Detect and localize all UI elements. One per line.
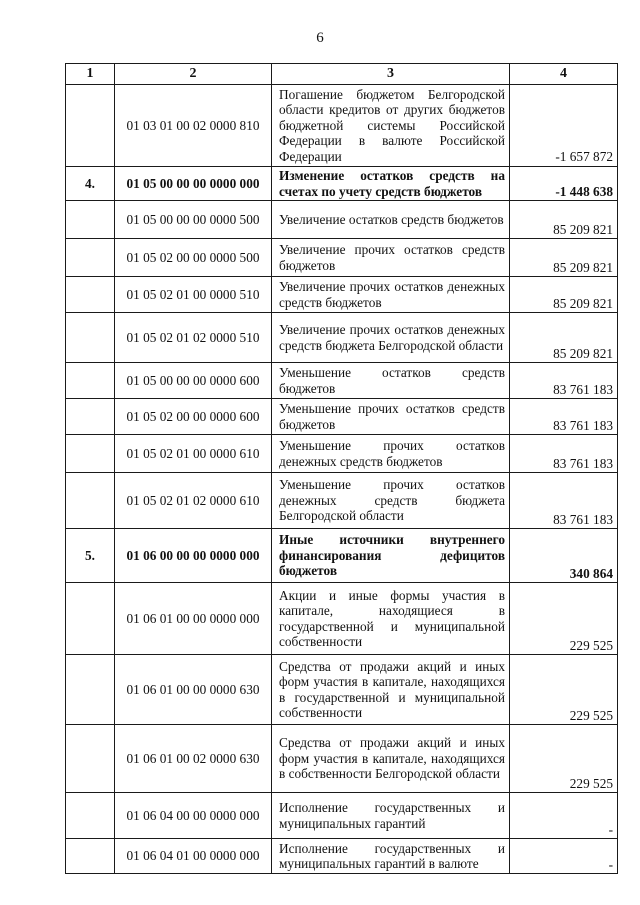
budget-code-cell: 01 03 01 00 02 0000 810 — [115, 85, 272, 167]
header-col-1: 1 — [66, 64, 115, 85]
table-row — [66, 239, 618, 277]
source-name-text: Иные источники внутреннего финансирования дефицитов бюджетов — [279, 532, 505, 579]
amount-cell: 83 761 183 — [510, 399, 618, 435]
table-header-row — [66, 64, 618, 85]
amount-cell: - — [510, 793, 618, 839]
amount-cell: 85 209 821 — [510, 239, 618, 277]
source-name-cell — [272, 167, 510, 201]
source-name-cell — [272, 313, 510, 363]
table-row — [66, 85, 618, 167]
budget-code-cell: 01 06 00 00 00 0000 000 — [115, 529, 272, 583]
source-name-cell — [272, 85, 510, 167]
source-name-cell — [272, 583, 510, 655]
source-name-cell — [272, 363, 510, 399]
source-name-cell — [272, 529, 510, 583]
amount-cell: 229 525 — [510, 725, 618, 793]
table-row — [66, 167, 618, 201]
amount-cell: 85 209 821 — [510, 201, 618, 239]
row-number-cell — [66, 399, 115, 435]
row-number-cell — [66, 473, 115, 529]
source-name-text: Акции и иные формы участия в капитале, находящиеся в государственной и муниципальной собственности — [279, 587, 505, 650]
source-name-cell — [272, 725, 510, 793]
budget-code-cell: 01 05 00 00 00 0000 600 — [115, 363, 272, 399]
table-row — [66, 529, 618, 583]
budget-code-cell: 01 05 02 00 00 0000 600 — [115, 399, 272, 435]
table-row — [66, 793, 618, 839]
row-number-cell — [66, 655, 115, 725]
amount-cell: 229 525 — [510, 655, 618, 725]
amount-cell: 83 761 183 — [510, 473, 618, 529]
row-number-cell: 5. — [66, 529, 115, 583]
source-name-text: Уменьшение остатков средств бюджетов — [279, 365, 505, 396]
table-row — [66, 839, 618, 874]
page-number: 6 — [316, 30, 324, 46]
source-name-text: Погашение бюджетом Белгородской области кредитов от других бюджетов бюджетной системы Российской Федерации в валюте Российской Федерации — [279, 86, 505, 164]
header-col-2: 2 — [115, 64, 272, 85]
amount-cell: - — [510, 839, 618, 874]
row-number-cell — [66, 435, 115, 473]
table-row — [66, 201, 618, 239]
amount-cell: 85 209 821 — [510, 277, 618, 313]
budget-code-cell: 01 06 04 00 00 0000 000 — [115, 793, 272, 839]
table-row — [66, 277, 618, 313]
source-name-text: Уменьшение прочих остатков денежных средств бюджета Белгородской области — [279, 477, 505, 524]
source-name-text: Уменьшение прочих остатков средств бюджетов — [279, 401, 505, 432]
table-row — [66, 435, 618, 473]
source-name-text: Исполнение государственных и муниципальных гарантий — [279, 800, 505, 831]
budget-code-cell: 01 06 01 00 00 0000 000 — [115, 583, 272, 655]
table-row — [66, 655, 618, 725]
table-row — [66, 313, 618, 363]
row-number-cell — [66, 277, 115, 313]
budget-code-cell: 01 06 01 00 02 0000 630 — [115, 725, 272, 793]
table-row — [66, 583, 618, 655]
amount-cell: -1 657 872 — [510, 85, 618, 167]
source-name-text: Уменьшение прочих остатков денежных средств бюджетов — [279, 438, 505, 469]
source-name-cell — [272, 201, 510, 239]
budget-code-cell: 01 05 00 00 00 0000 500 — [115, 201, 272, 239]
row-number-cell — [66, 363, 115, 399]
budget-code-cell: 01 05 00 00 00 0000 000 — [115, 167, 272, 201]
header-col-4: 4 — [510, 64, 618, 85]
amount-cell: 340 864 — [510, 529, 618, 583]
table-row — [66, 725, 618, 793]
budget-code-cell: 01 06 04 01 00 0000 000 — [115, 839, 272, 874]
row-number-cell — [66, 201, 115, 239]
row-number-cell — [66, 583, 115, 655]
row-number-cell — [66, 839, 115, 874]
budget-sources-table — [65, 63, 618, 874]
source-name-cell — [272, 473, 510, 529]
source-name-cell — [272, 839, 510, 874]
table-row — [66, 399, 618, 435]
source-name-text: Увеличение прочих остатков денежных средств бюджета Белгородской области — [279, 322, 505, 353]
source-name-text: Средства от продажи акций и иных форм участия в капитале, находящихся в государственной и муниципальной собственности — [279, 658, 505, 721]
table-row — [66, 473, 618, 529]
budget-code-cell: 01 05 02 01 00 0000 510 — [115, 277, 272, 313]
row-number-cell — [66, 793, 115, 839]
source-name-cell — [272, 277, 510, 313]
source-name-cell — [272, 239, 510, 277]
source-name-text: Увеличение остатков средств бюджетов — [279, 211, 504, 227]
budget-code-cell: 01 05 02 00 00 0000 500 — [115, 239, 272, 277]
source-name-text: Исполнение государственных и муниципальных гарантий в валюте — [279, 840, 505, 872]
row-number-cell — [66, 239, 115, 277]
source-name-cell — [272, 793, 510, 839]
row-number-cell: 4. — [66, 167, 115, 201]
budget-code-cell: 01 05 02 01 02 0000 510 — [115, 313, 272, 363]
source-name-text: Увеличение прочих остатков средств бюджетов — [279, 242, 505, 273]
budget-code-cell: 01 05 02 01 02 0000 610 — [115, 473, 272, 529]
table-row — [66, 363, 618, 399]
row-number-cell — [66, 313, 115, 363]
source-name-text: Средства от продажи акций и иных форм участия в капитале, находящихся в собственности Белгородской области — [279, 735, 505, 782]
amount-cell: 83 761 183 — [510, 435, 618, 473]
source-name-text: Изменение остатков средств на счетах по учету средств бюджетов — [279, 168, 505, 199]
table-body — [66, 85, 618, 874]
source-name-cell — [272, 655, 510, 725]
budget-code-cell: 01 06 01 00 00 0000 630 — [115, 655, 272, 725]
source-name-cell — [272, 435, 510, 473]
amount-cell: 83 761 183 — [510, 363, 618, 399]
source-name-cell — [272, 399, 510, 435]
amount-cell: -1 448 638 — [510, 167, 618, 201]
row-number-cell — [66, 725, 115, 793]
budget-code-cell: 01 05 02 01 00 0000 610 — [115, 435, 272, 473]
amount-cell: 229 525 — [510, 583, 618, 655]
source-name-text: Увеличение прочих остатков денежных средств бюджетов — [279, 279, 505, 310]
row-number-cell — [66, 85, 115, 167]
amount-cell: 85 209 821 — [510, 313, 618, 363]
header-col-3: 3 — [272, 64, 510, 85]
